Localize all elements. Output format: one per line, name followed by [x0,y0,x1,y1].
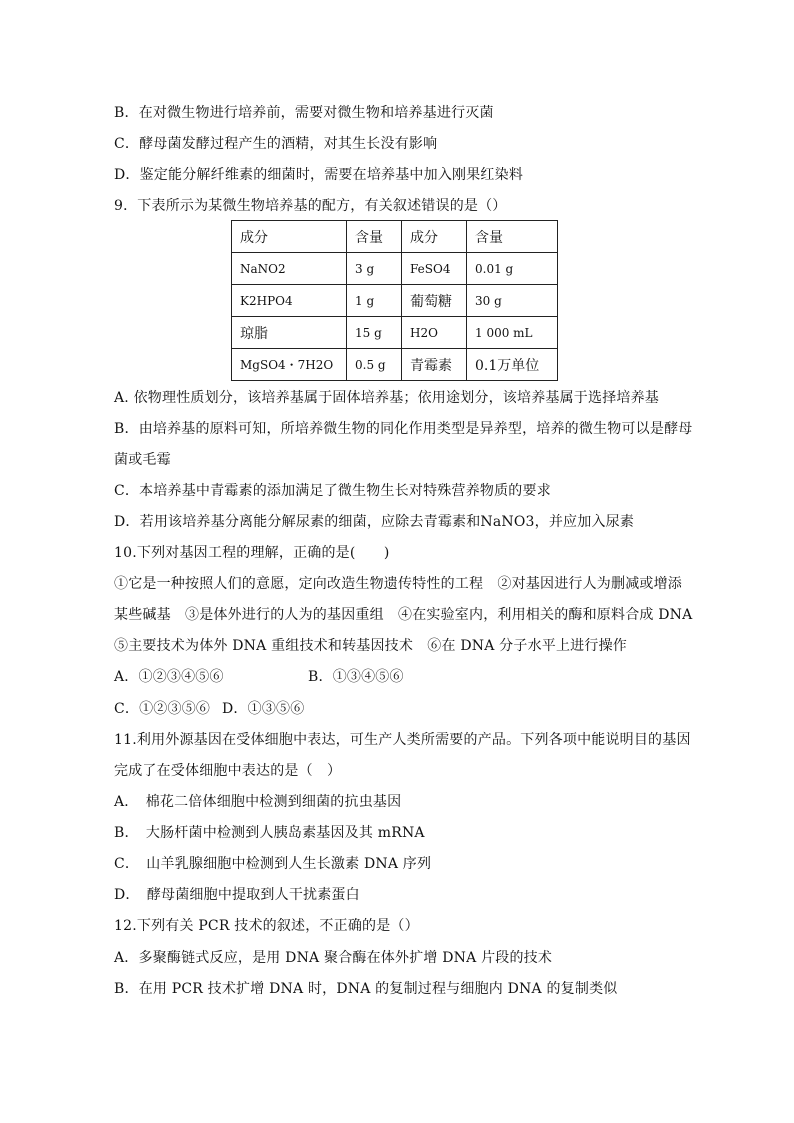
table-cell: NaNO2 [232,253,347,285]
q8-option-c: C．酵母菌发酵过程产生的酒精，对其生长没有影响 [114,136,438,152]
culture-medium-table [231,220,558,381]
table-header-row [232,221,558,253]
table-cell: 3 g [347,253,402,285]
q9-option-b-cont: 菌或毛霉 [114,452,171,468]
table-cell: 青霉素 [402,349,467,381]
q9-option-b: B．由培养基的原料可知，所培养微生物的同化作用类型是异养型，培养的微生物可以是酵母 [114,421,693,437]
table-header: 含量 [347,221,402,253]
table-header: 成分 [232,221,347,253]
table-cell: 1 000 mL [467,317,558,349]
table-cell: 琼脂 [232,317,347,349]
table-cell: 1 g [347,285,402,317]
q9-option-c: C．本培养基中青霉素的添加满足了微生物生长对特殊营养物质的要求 [114,483,551,499]
table-row [232,349,558,381]
q11-option-b: B． 大肠杆菌中检测到人胰岛素基因及其 mRNA [114,825,425,841]
q9-option-a: A. 依物理性质划分，该培养基属于固体培养基；依用途划分，该培养基属于选择培养基 [114,390,660,406]
q11-option-c: C． 山羊乳腺细胞中检测到人生长激素 DNA 序列 [114,856,432,872]
table-cell: 15 g [347,317,402,349]
q10-option-b: B．①③④⑤⑥ [308,669,404,685]
table-cell: FeSO4 [402,253,467,285]
table-cell: 0.1万单位 [467,349,558,381]
q11-stem: 11.利用外源基因在受体细胞中表达，可生产人类所需要的产品。下列各项中能说明目的基因 [114,732,691,748]
q11-option-a: A． 棉花二倍体细胞中检测到细菌的抗虫基因 [114,794,402,810]
q10-stem: 10.下列对基因工程的理解，正确的是( ) [114,545,390,561]
table-row [232,317,558,349]
q10-statement-line: ①它是一种按照人们的意愿，定向改造生物遗传特性的工程 ②对基因进行人为删减或增添 [114,576,682,592]
table-cell: 30 g [467,285,558,317]
table-cell: MgSO4・7H2O [232,349,347,381]
q12-option-b: B．在用 PCR 技术扩增 DNA 时，DNA 的复制过程与细胞内 DNA 的复制类似 [114,981,618,997]
q11-option-d: D． 酵母菌细胞中提取到人干扰素蛋白 [114,887,360,903]
table-cell: H2O [402,317,467,349]
q10-option-a: A．①②③④⑤⑥ [114,669,224,685]
table-cell: K2HPO4 [232,285,347,317]
q12-option-a: A．多聚酶链式反应，是用 DNA 聚合酶在体外扩增 DNA 片段的技术 [114,950,553,966]
table-cell: 0.5 g [347,349,402,381]
table-header: 含量 [467,221,558,253]
table-row [232,253,558,285]
q11-stem-cont: 完成了在受体细胞中表达的是（ ） [114,763,342,779]
q10-option-c: C．①②③⑤⑥ [114,701,211,717]
q9-stem: 9．下表所示为某微生物培养基的配方，有关叙述错误的是（） [114,198,507,214]
table-header: 成分 [402,221,467,253]
q9-option-d: D．若用该培养基分离能分解尿素的细菌，应除去青霉素和NaNO3，并应加入尿素 [114,514,635,530]
q8-option-d: D．鉴定能分解纤维素的细菌时，需要在培养基中加入刚果红染料 [114,167,524,183]
q10-statement-line: 某些碱基 ③是体外进行的人为的基因重组 ④在实验室内，利用相关的酶和原料合成 DNA [114,607,693,623]
table-cell: 葡萄糖 [402,285,467,317]
q12-stem: 12.下列有关 PCR 技术的叙述，不正确的是（） [114,918,419,934]
table-cell: 0.01 g [467,253,558,285]
q10-statement-line: ⑤主要技术为体外 DNA 重组技术和转基因技术 ⑥在 DNA 分子水平上进行操作 [114,638,627,654]
table-row [232,285,558,317]
q8-option-b: B．在对微生物进行培养前，需要对微生物和培养基进行灭菌 [114,105,494,121]
q10-option-d: D．①③⑤⑥ [222,701,305,717]
